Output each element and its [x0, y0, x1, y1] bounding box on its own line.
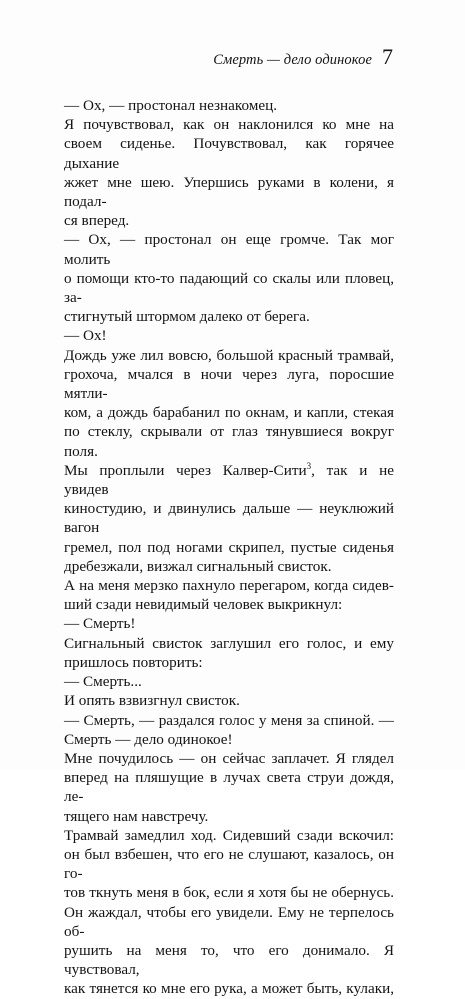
- body-text: [64, 96, 394, 999]
- text-line-content: своем сиденье. Почувствовал, как горячее дыхание: [64, 135, 394, 172]
- text-line-content: дребезжали, визжал сигнальный свисток.: [64, 557, 332, 575]
- text-line: [64, 211, 394, 230]
- text-line-content: Он жаждал, чтобы его увидели. Ему не терпелось об-: [64, 903, 394, 940]
- text-line-content: пришлось повторить:: [64, 653, 203, 671]
- text-line: [64, 826, 394, 845]
- text-line: [64, 346, 394, 365]
- text-line-content: тов ткнуть меня в бок, если я хотя бы не обернусь.: [64, 884, 394, 902]
- running-title: Смерть — дело одинокое: [213, 52, 372, 68]
- text-line: [64, 768, 394, 806]
- text-line: [64, 749, 394, 768]
- text-line-content: ший сзади невидимый человек выкрикнул:: [64, 596, 343, 614]
- text-line-content: — Смерть!: [64, 615, 136, 633]
- text-line-content: И опять взвизгнул свисток.: [64, 692, 240, 710]
- text-line-content: — Ох, — простонал незнакомец.: [64, 97, 278, 114]
- text-line: [64, 691, 394, 710]
- text-line-content: по стеклу, скрывали от глаз тянувшиеся вокруг поля.: [64, 423, 394, 460]
- text-line: [64, 403, 394, 422]
- text-line-continuation: , так и не увидев: [64, 461, 394, 499]
- text-line-content: как тянется ко мне его рука, а может быть, кулаки,: [64, 980, 394, 998]
- text-line: [64, 807, 394, 826]
- text-line: [64, 173, 394, 211]
- text-line: [64, 307, 394, 326]
- text-line: [64, 653, 394, 672]
- text-line-content: Мы проплыли через Калвер-Сити: [64, 461, 307, 479]
- text-line: [64, 576, 394, 595]
- text-line-content: — Ох!: [64, 327, 107, 345]
- text-line-content: стигнутый штормом далеко от берега.: [64, 308, 310, 326]
- text-line: [64, 614, 394, 633]
- text-line: [64, 365, 394, 403]
- text-line-content: о помощи кто-то падающий со скалы или пловец, за-: [64, 269, 394, 307]
- text-line: [64, 730, 394, 749]
- text-line-content: Дождь уже лил вовсю, большой красный трамвай,: [64, 346, 394, 364]
- text-line: [64, 883, 394, 902]
- text-line-content: гремел, пол под ногами скрипел, пустые сиденья: [64, 538, 394, 556]
- text-line-content: грохоча, мчался в ночи через луга, поросшие мятли-: [64, 365, 394, 403]
- text-line: [64, 634, 394, 653]
- text-line: [64, 230, 394, 268]
- text-line: [64, 557, 394, 576]
- text-line-content: ся вперед.: [64, 212, 130, 230]
- text-line-content: он был взбешен, что его не слушают, казалось, он го-: [64, 845, 394, 883]
- text-line-content: — Смерть, — раздался голос у меня за спиной. —: [64, 711, 394, 729]
- page-number: 7: [382, 44, 393, 69]
- text-line: [64, 134, 394, 172]
- text-line: [64, 96, 394, 115]
- text-line: [64, 269, 394, 307]
- text-line: [64, 672, 394, 691]
- text-line-content: Я почувствовал, как он наклонился ко мне на: [64, 116, 394, 134]
- text-line-content: ком, а дождь барабанил по окнам, и капли, стекая: [64, 404, 394, 422]
- text-line: [64, 422, 394, 460]
- text-line-content: Мне почудилось — он сейчас заплачет. Я глядел: [64, 749, 394, 767]
- text-line-content: тящего нам навстречу.: [64, 807, 209, 825]
- text-line-content: А на меня мерзко пахнуло перегаром, когда сидев-: [64, 577, 394, 595]
- text-line: [64, 499, 394, 537]
- text-line: [64, 845, 394, 883]
- text-line-content: — Смерть...: [64, 673, 142, 691]
- text-line-content: — Ох, — простонал он еще громче. Так мог молить: [64, 231, 394, 268]
- text-line: [64, 595, 394, 614]
- text-line: [64, 903, 394, 941]
- text-line: [64, 115, 394, 134]
- text-line: [64, 461, 394, 499]
- text-line-content: Смерть — дело одинокое!: [64, 730, 233, 748]
- text-line-content: киностудию, и двинулись дальше — неуклюжий вагон: [64, 500, 394, 537]
- text-line: [64, 538, 394, 557]
- running-head: [213, 46, 393, 69]
- text-line-content: вперед на пляшущие в лучах света струи дождя, ле-: [64, 769, 394, 806]
- text-line: [64, 941, 394, 979]
- text-line: [64, 711, 394, 730]
- text-line-content: Сигнальный свисток заглушил его голос, и ему: [64, 634, 394, 652]
- footnote-marker: 3: [306, 460, 312, 471]
- text-line-content: Трамвай замедлил ход. Сидевший сзади вскочил:: [64, 826, 394, 844]
- text-line-content: рушить на меня то, что его донимало. Я чувствовал,: [64, 941, 394, 979]
- text-line-content: жжет мне шею. Упершись руками в колени, я подал-: [64, 173, 394, 211]
- text-line: [64, 979, 394, 998]
- text-line: [64, 326, 394, 345]
